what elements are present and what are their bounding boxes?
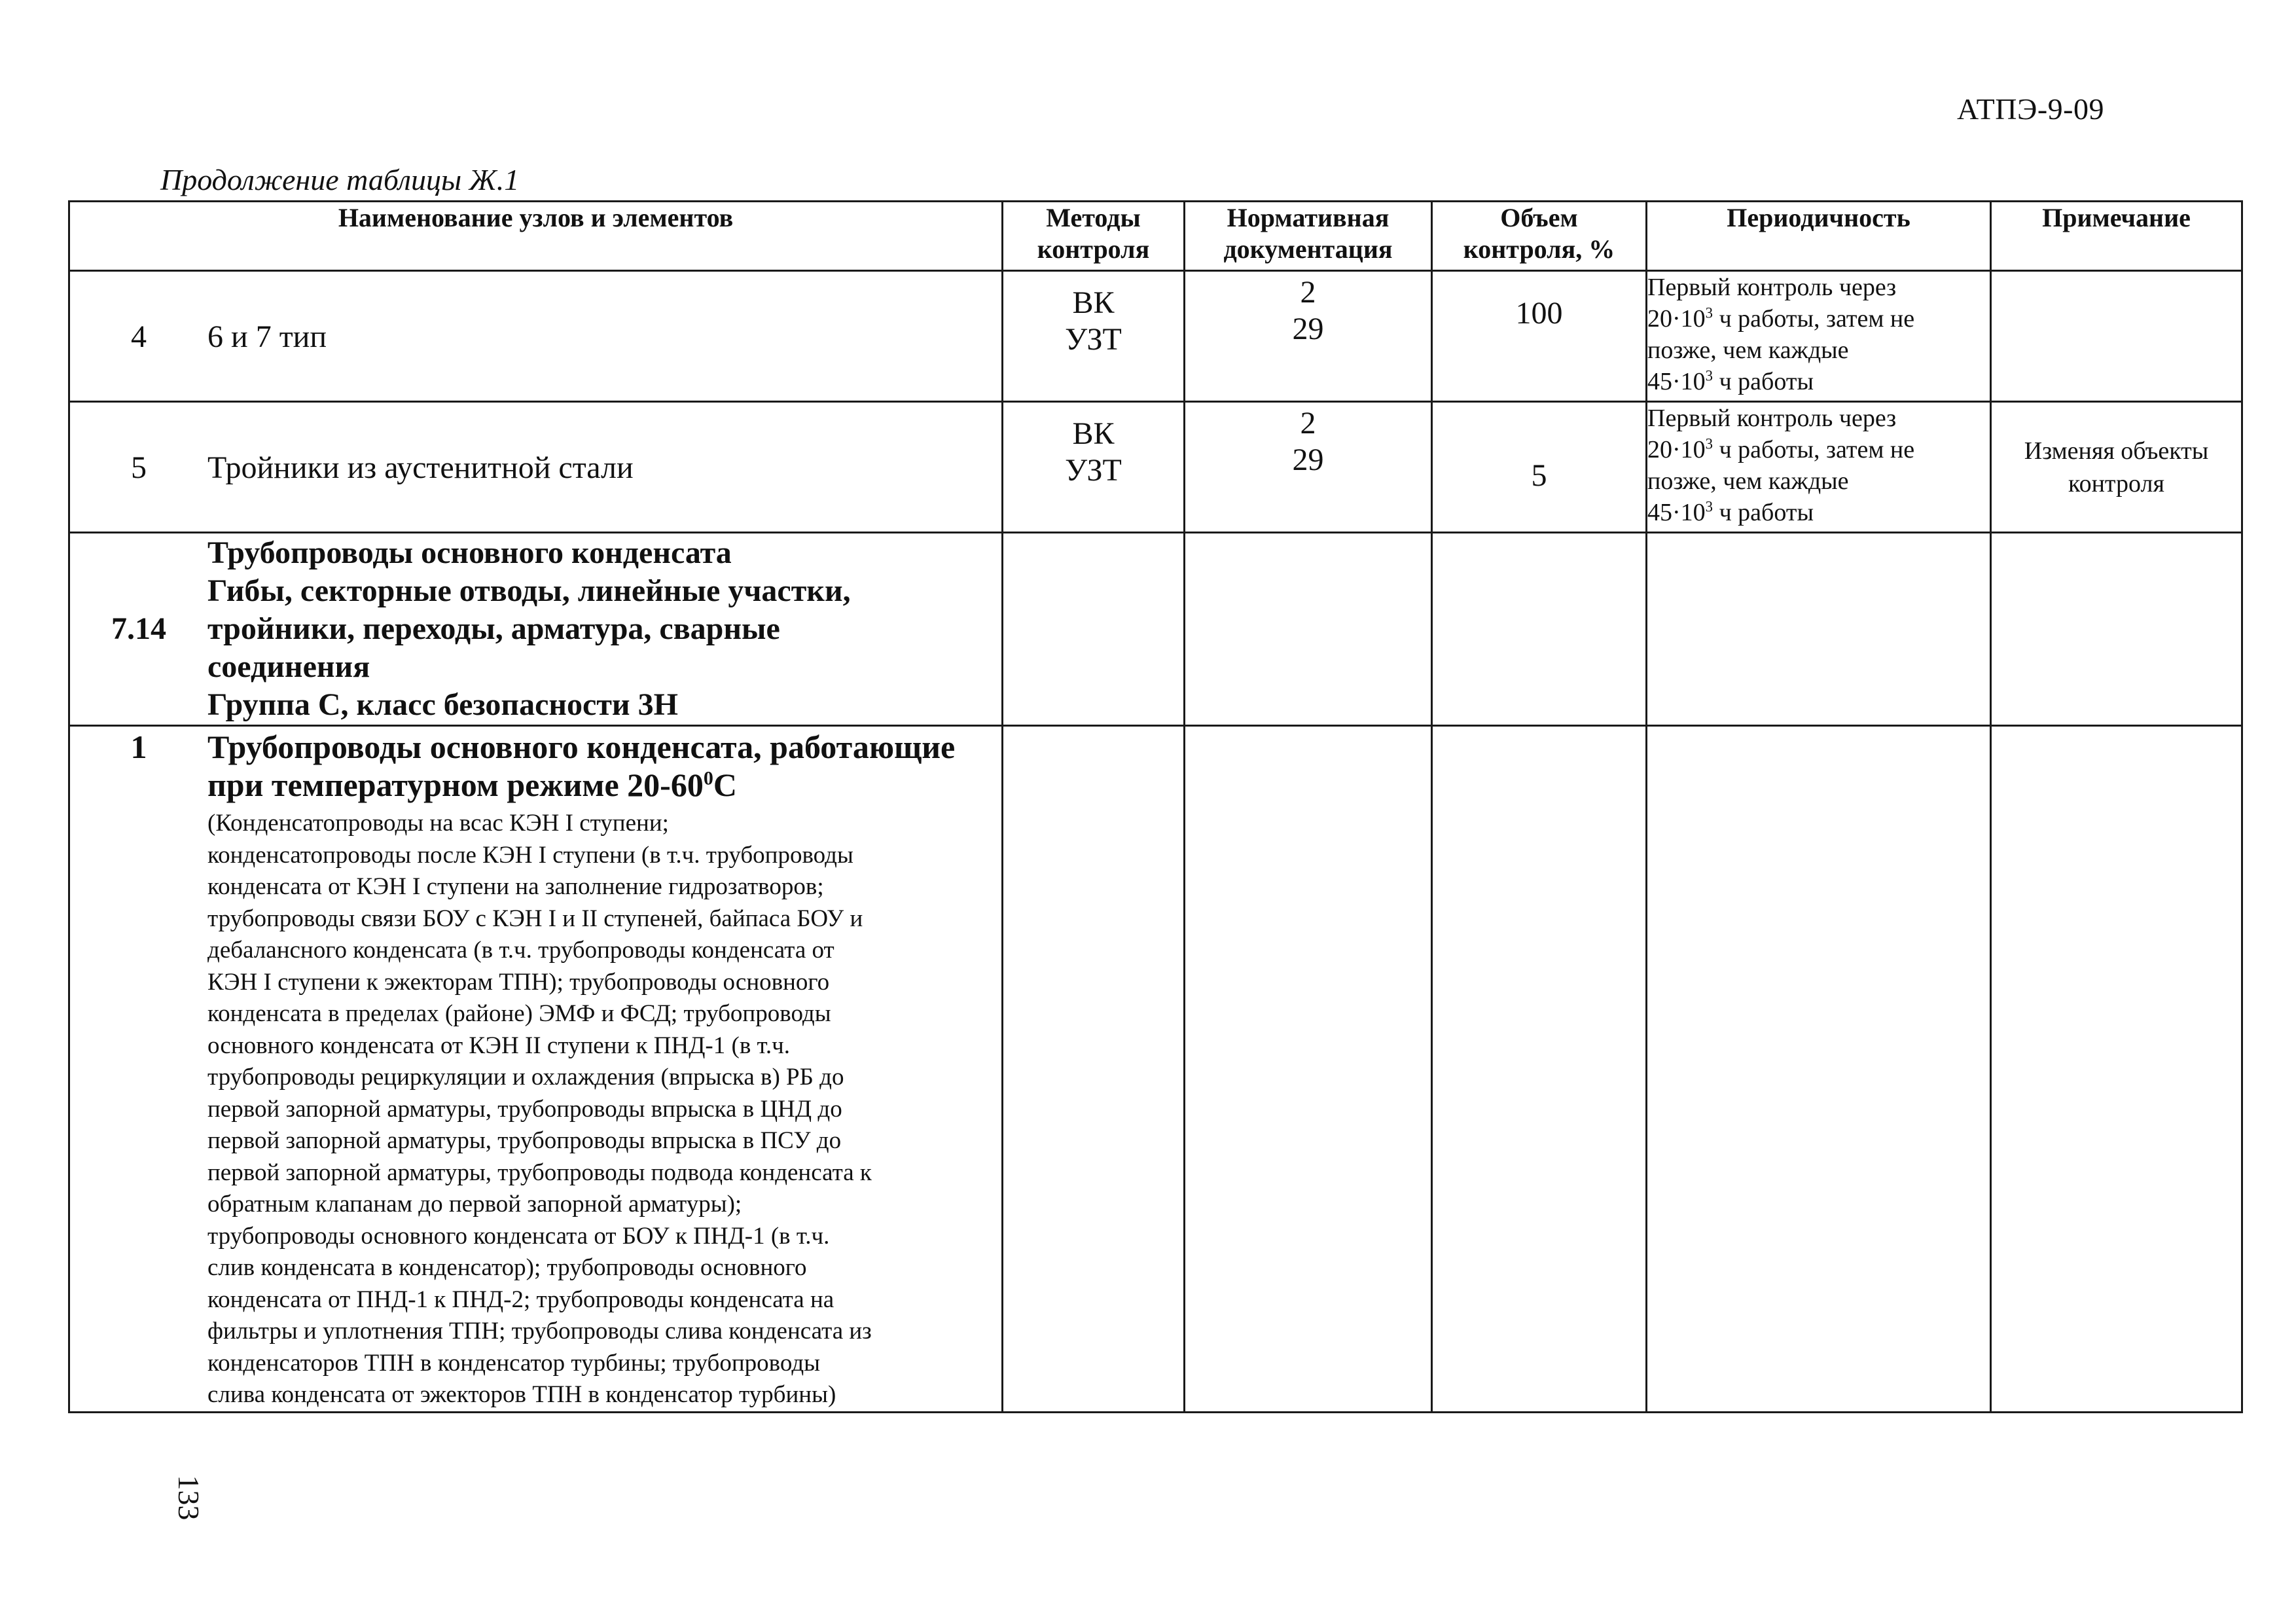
item-title: Трубопроводы основного конденсата, работающие при температурном режиме $20-60^0С$ (207, 729, 956, 803)
page-number: 133 (172, 1475, 206, 1521)
normative-ref: 2 (1300, 406, 1316, 441)
header-row (69, 202, 2242, 271)
volume-value: 100 (1515, 296, 1563, 331)
empty-cell (1003, 533, 1185, 726)
section-title: Трубопроводы основного конденсата Гибы, секторные отводы, линейные участки, тройники, переходы, арматура, сварные соединения Группа С, класс безопасности 3Н (207, 535, 851, 722)
empty-cell (1647, 533, 1991, 726)
method-uzt: УЗТ (1065, 453, 1122, 488)
item-number: 1 (130, 729, 147, 765)
normative-ref: 29 (1292, 312, 1324, 346)
row-number: 5 (131, 450, 147, 485)
row-name: Тройники из аустенитной стали (207, 450, 634, 485)
row-methods (1003, 271, 1185, 402)
table-row (69, 402, 2242, 533)
section-row (69, 533, 2242, 726)
column-header-periodicity: Периодичность (1647, 202, 1991, 271)
row-periodicity: Первый контроль через $20\cdot 10^3$ ч работы, затем не позже, чем каждые $45\cdot 10^3$ ч работы (1647, 402, 1991, 533)
document-code: АТПЭ-9-09 (1957, 92, 2104, 126)
column-header-volume: Объем контроля, % (1432, 202, 1647, 271)
row-name-cell (69, 271, 1003, 402)
method-uzt: УЗТ (1065, 322, 1122, 357)
empty-cell (1647, 726, 1991, 1413)
column-header-name: Наименование узлов и элементов (69, 202, 1003, 271)
row-normative (1185, 271, 1432, 402)
section-cell (69, 533, 1003, 726)
volume-value: 5 (1531, 458, 1547, 493)
column-header-methods: Методы контроля (1003, 202, 1185, 271)
section-number: 7.14 (111, 611, 166, 646)
method-vk: ВК (1072, 285, 1115, 320)
row-name-cell (69, 402, 1003, 533)
row-periodicity: Первый контроль через $20\cdot 10^3$ ч работы, затем не позже, чем каждые $45\cdot 10^3$ ч работы (1647, 271, 1991, 402)
table-caption: Продолжение таблицы Ж.1 (160, 163, 520, 196)
item-description: (Конденсатопроводы на всас КЭН I ступени; конденсатопроводы после КЭН I ступени (в т.ч. трубопроводы конденсата от КЭН I ступени на заполнение гидрозатворов; трубопроводы связи БОУ с КЭН I и II ступеней, байпаса БОУ и дебалансного конденсата (в т.ч. трубопроводы конденсата от КЭН I ступени к эжекторам ТПН); трубопроводы основного конденсата в пределах (районе) ЭМФ и ФСД; трубопроводы основного конденсата от КЭН II ступени к ПНД-1 (в т.ч. трубопроводы рециркуляции и охлаждения (впрыска в) РБ до первой запорной арматуры, трубопроводы впрыска в ЦНД до первой запорной арматуры, трубопроводы впрыска в ПСУ до первой запорной арматуры, трубопроводы подвода конденсата к обратным клапанам до первой запорной арматуры); трубопроводы основного конденсата от БОУ к ПНД-1 (в т.ч. слив конденсата в конденсатор); трубопроводы основного конденсата от ПНД-1 к ПНД-2; трубопроводы конденсата на фильтры и уплотнения ТПН; трубопроводы слива конденсата из конденсаторов ТПН в конденсатор турбины; трубопроводы слива конденсата от эжекторов ТПН в конденсатор турбины) (207, 810, 872, 1408)
normative-ref: 29 (1292, 442, 1324, 477)
row-note (1991, 271, 2242, 402)
row-number: 4 (131, 319, 147, 354)
empty-cell (1432, 726, 1647, 1413)
column-header-note: Примечание (1991, 202, 2242, 271)
empty-cell (1432, 533, 1647, 726)
empty-cell (1185, 533, 1432, 726)
row-normative (1185, 402, 1432, 533)
inspection-table (68, 200, 2243, 1413)
empty-cell (1991, 533, 2242, 726)
row-note: Изменяя объекты контроля (1991, 402, 2242, 533)
row-volume (1432, 271, 1647, 402)
empty-cell (1991, 726, 2242, 1413)
table-row (69, 726, 2242, 1413)
row-methods (1003, 402, 1185, 533)
normative-ref: 2 (1300, 275, 1316, 310)
method-vk: ВК (1072, 416, 1115, 451)
row-name: 6 и 7 тип (207, 319, 327, 354)
empty-cell (1003, 726, 1185, 1413)
row-volume (1432, 402, 1647, 533)
table-row (69, 271, 2242, 402)
column-header-normative: Нормативная документация (1185, 202, 1432, 271)
item-cell (69, 726, 1003, 1413)
empty-cell (1185, 726, 1432, 1413)
